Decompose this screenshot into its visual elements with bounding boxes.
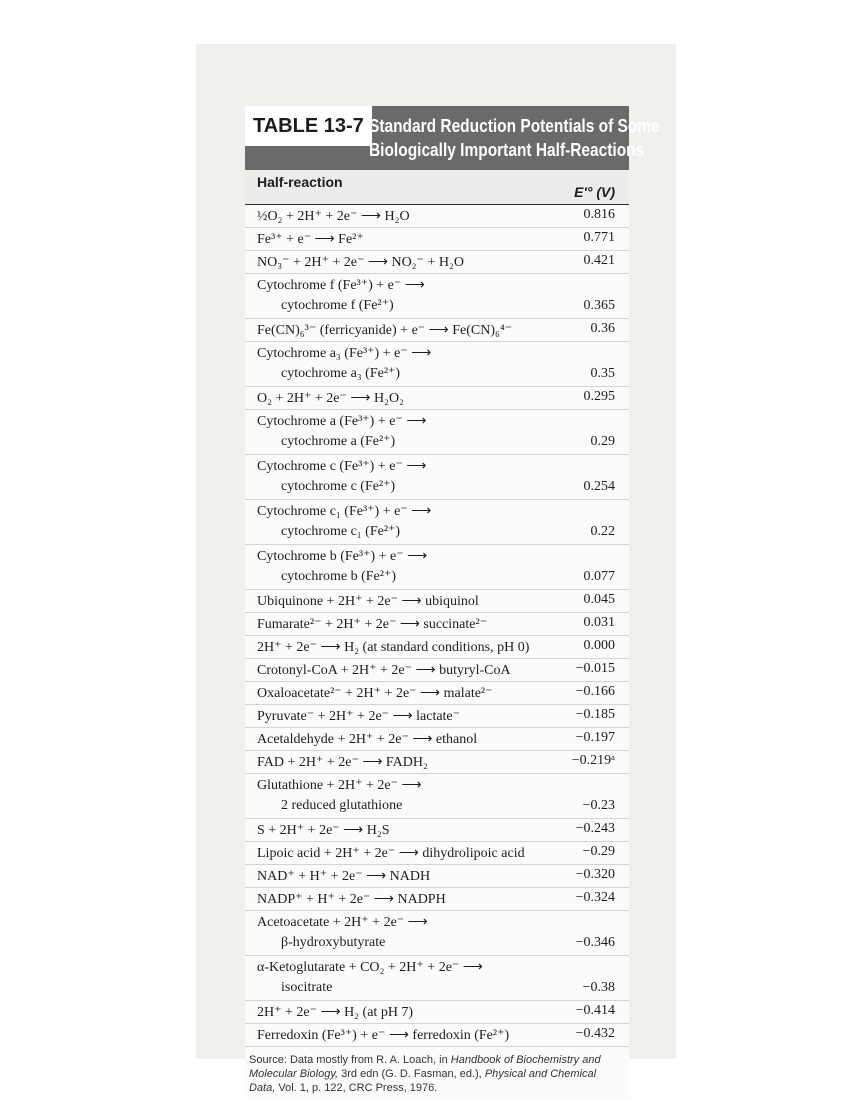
table-row xyxy=(245,842,629,865)
table-row xyxy=(245,705,629,728)
table-row xyxy=(245,274,629,319)
half-reaction-cell xyxy=(245,319,629,341)
table-row xyxy=(245,1024,629,1047)
half-reaction-text: Fumarate²⁻ + 2H⁺ + 2e⁻ ⟶ succinate²⁻ xyxy=(257,617,488,632)
table-header-row xyxy=(245,170,629,205)
table-row xyxy=(245,819,629,842)
reduction-potentials-table xyxy=(245,106,660,1099)
potential-value: −0.185 xyxy=(575,707,615,722)
potential-value: −0.243 xyxy=(575,821,615,836)
potential-value: 0.045 xyxy=(583,592,615,607)
table-row xyxy=(245,865,629,888)
table-row xyxy=(245,728,629,751)
half-reaction-cell xyxy=(245,956,629,998)
table-row xyxy=(245,636,629,659)
potential-value: 0.000 xyxy=(583,638,615,653)
source-book-title: Handbook of Biochemistry and Molecular Biology, xyxy=(249,1054,601,1080)
half-reaction-cell xyxy=(245,342,629,384)
half-reaction-cell xyxy=(245,274,629,316)
half-reaction-text: Ubiquinone + 2H⁺ + 2e⁻ ⟶ ubiquinol xyxy=(257,594,479,609)
potential-value: −0.166 xyxy=(575,684,615,699)
half-reaction-text: Acetaldehyde + 2H⁺ + 2e⁻ ⟶ ethanol xyxy=(257,732,478,747)
half-reaction-continuation: 2 reduced glutathione xyxy=(281,798,403,813)
half-reaction-cell xyxy=(245,888,629,910)
half-reaction-cell xyxy=(245,842,629,864)
potential-value: −0.23 xyxy=(582,798,615,813)
header-half-reaction: Half-reaction xyxy=(257,174,343,190)
table-row xyxy=(245,342,629,387)
half-reaction-cell xyxy=(245,774,629,816)
half-reaction-text: Glutathione + 2H⁺ + 2e⁻ ⟶ xyxy=(257,778,422,793)
table-row xyxy=(245,774,629,819)
potential-value: −0.432 xyxy=(575,1026,615,1041)
half-reaction-cell xyxy=(245,865,629,887)
potential-value: −0.38 xyxy=(582,980,615,995)
half-reaction-text: Cytochrome c (Fe³⁺) + e⁻ ⟶ xyxy=(257,459,427,474)
table-row xyxy=(245,956,629,1001)
table-row xyxy=(245,590,629,613)
table-row xyxy=(245,1001,629,1024)
table-row xyxy=(245,613,629,636)
half-reaction-continuation: cytochrome c (Fe²⁺) xyxy=(281,479,396,494)
half-reaction-cell xyxy=(245,590,629,612)
table-row xyxy=(245,545,629,590)
potential-value: 0.36 xyxy=(590,321,615,336)
half-reaction-cell xyxy=(245,728,629,750)
half-reaction-text: Fe³⁺ + e⁻ ⟶ Fe²⁺ xyxy=(257,232,364,247)
potential-value: −0.414 xyxy=(575,1003,615,1018)
half-reaction-text: Cytochrome b (Fe³⁺) + e⁻ ⟶ xyxy=(257,549,428,564)
half-reaction-text: NO₃⁻ + 2H⁺ + 2e⁻ ⟶ NO₂⁻ + H₂O xyxy=(257,255,464,270)
half-reaction-text: Oxaloacetate²⁻ + 2H⁺ + 2e⁻ ⟶ malate²⁻ xyxy=(257,686,493,701)
half-reaction-cell xyxy=(245,636,629,658)
half-reaction-continuation: cytochrome b (Fe²⁺) xyxy=(281,569,396,584)
source-edition: 3rd edn (G. D. Fasman, ed.), xyxy=(341,1068,482,1080)
table-row xyxy=(245,205,629,228)
potential-value: −0.29 xyxy=(582,844,615,859)
table-row xyxy=(245,888,629,911)
half-reaction-text: Cytochrome a (Fe³⁺) + e⁻ ⟶ xyxy=(257,414,427,429)
half-reaction-continuation: cytochrome a (Fe²⁺) xyxy=(281,434,396,449)
header-potential: E′° (V) xyxy=(574,184,615,200)
half-reaction-text: Cytochrome a₃ (Fe³⁺) + e⁻ ⟶ xyxy=(257,346,432,361)
half-reaction-cell xyxy=(245,455,629,497)
half-reaction-cell xyxy=(245,819,629,841)
half-reaction-text: S + 2H⁺ + 2e⁻ ⟶ H₂S xyxy=(257,823,390,838)
potential-value: −0.219ᵃ xyxy=(571,753,615,768)
half-reaction-continuation: cytochrome a₃ (Fe²⁺) xyxy=(281,366,401,381)
half-reaction-text: NADP⁺ + H⁺ + 2e⁻ ⟶ NADPH xyxy=(257,892,446,907)
table-label: TABLE 13-7 xyxy=(245,106,372,146)
half-reaction-text: Cytochrome f (Fe³⁺) + e⁻ ⟶ xyxy=(257,278,425,293)
half-reaction-cell xyxy=(245,613,629,635)
potential-value: −0.346 xyxy=(575,935,615,950)
table-row xyxy=(245,911,629,956)
half-reaction-text: FAD + 2H⁺ + 2e⁻ ⟶ FADH₂ xyxy=(257,755,428,770)
half-reaction-text: Cytochrome c₁ (Fe³⁺) + e⁻ ⟶ xyxy=(257,504,432,519)
half-reaction-cell xyxy=(245,911,629,953)
half-reaction-cell xyxy=(245,705,629,727)
half-reaction-continuation: cytochrome f (Fe²⁺) xyxy=(281,298,394,313)
potential-value: −0.015 xyxy=(575,661,615,676)
half-reaction-cell xyxy=(245,545,629,587)
potential-value: 0.254 xyxy=(583,479,615,494)
table-row xyxy=(245,682,629,705)
table-row xyxy=(245,659,629,682)
half-reaction-cell xyxy=(245,410,629,452)
half-reaction-text: O₂ + 2H⁺ + 2e⁻ ⟶ H₂O₂ xyxy=(257,391,404,406)
potential-value: 0.22 xyxy=(590,524,615,539)
half-reaction-cell xyxy=(245,500,629,542)
table-title-line-1: Standard Reduction Potentials of Some xyxy=(369,116,660,136)
table-row xyxy=(245,500,629,545)
potential-value: −0.197 xyxy=(575,730,615,745)
potential-value: 0.077 xyxy=(583,569,615,584)
table-row xyxy=(245,751,629,774)
source-suffix: Vol. 1, p. 122, CRC Press, 1976. xyxy=(278,1082,438,1094)
potential-value: −0.324 xyxy=(575,890,615,905)
table-row xyxy=(245,410,629,455)
potential-value: 0.29 xyxy=(590,434,615,449)
half-reaction-text: NAD⁺ + H⁺ + 2e⁻ ⟶ NADH xyxy=(257,869,431,884)
half-reaction-text: Pyruvate⁻ + 2H⁺ + 2e⁻ ⟶ lactate⁻ xyxy=(257,709,461,724)
half-reaction-continuation: isocitrate xyxy=(281,980,333,995)
potential-value: 0.35 xyxy=(590,366,615,381)
half-reaction-text: Lipoic acid + 2H⁺ + 2e⁻ ⟶ dihydrolipoic acid xyxy=(257,846,525,861)
half-reaction-cell xyxy=(245,387,629,409)
half-reaction-cell xyxy=(245,205,629,227)
table-row xyxy=(245,251,629,274)
half-reaction-text: Ferredoxin (Fe³⁺) + e⁻ ⟶ ferredoxin (Fe²⁺) xyxy=(257,1028,510,1043)
potential-value: 0.771 xyxy=(583,230,615,245)
table-body xyxy=(245,205,629,1047)
half-reaction-continuation: cytochrome c₁ (Fe²⁺) xyxy=(281,524,401,539)
source-volume-title: Physical and Chemical Data, xyxy=(249,1068,597,1094)
half-reaction-cell xyxy=(245,659,629,681)
source-prefix: Source: Data mostly from R. A. Loach, in xyxy=(249,1054,448,1066)
half-reaction-text: 2H⁺ + 2e⁻ ⟶ H₂ (at pH 7) xyxy=(257,1005,414,1020)
table-title-line-2: Biologically Important Half-Reactions xyxy=(369,140,645,160)
half-reaction-text: Fe(CN)₆³⁻ (ferricyanide) + e⁻ ⟶ Fe(CN)₆⁴⁻ xyxy=(257,323,513,338)
table-row xyxy=(245,455,629,500)
half-reaction-cell xyxy=(245,1001,629,1023)
table-title xyxy=(369,114,660,162)
potential-value: 0.421 xyxy=(583,253,615,268)
potential-value: 0.295 xyxy=(583,389,615,404)
half-reaction-text: Acetoacetate + 2H⁺ + 2e⁻ ⟶ xyxy=(257,915,428,930)
half-reaction-cell xyxy=(245,251,629,273)
half-reaction-text: α-Ketoglutarate + CO₂ + 2H⁺ + 2e⁻ ⟶ xyxy=(257,960,483,975)
potential-value: 0.031 xyxy=(583,615,615,630)
potential-value: 0.816 xyxy=(583,207,615,222)
half-reaction-text: 2H⁺ + 2e⁻ ⟶ H₂ (at standard conditions, pH 0) xyxy=(257,640,530,655)
potential-value: −0.320 xyxy=(575,867,615,882)
table-row xyxy=(245,319,629,342)
half-reaction-cell xyxy=(245,682,629,704)
half-reaction-cell xyxy=(245,228,629,250)
half-reaction-text: ½O₂ + 2H⁺ + 2e⁻ ⟶ H₂O xyxy=(257,209,410,224)
table-title-bar xyxy=(245,106,660,170)
table-row xyxy=(245,387,629,410)
table-row xyxy=(245,228,629,251)
half-reaction-text: Crotonyl-CoA + 2H⁺ + 2e⁻ ⟶ butyryl-CoA xyxy=(257,663,511,678)
half-reaction-continuation: β-hydroxybutyrate xyxy=(281,935,386,950)
potential-value: 0.365 xyxy=(583,298,615,313)
source-note xyxy=(245,1047,629,1099)
half-reaction-cell xyxy=(245,1024,629,1046)
